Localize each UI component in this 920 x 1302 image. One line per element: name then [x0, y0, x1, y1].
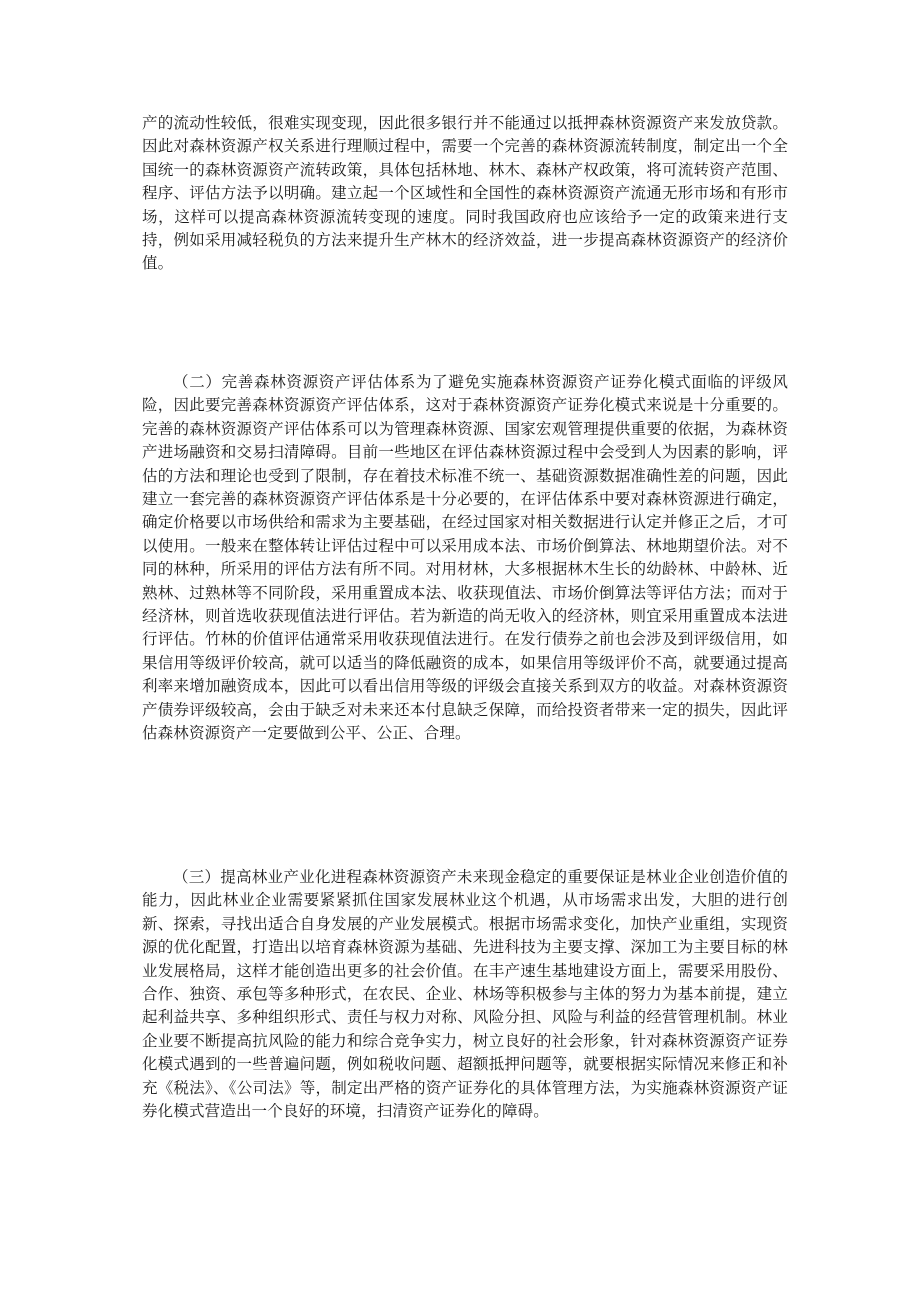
paragraph-continuation: 产的流动性较低，很难实现变现，因此很多银行并不能通过以抵押森林资源资产来发放贷款。因此对森林资源产权关系进行理顺过程中，需要一个完善的森林资源流转制度，制定出一个全国统一的森林资源资产流转政策，具体包括林地、林木、森林产权政策，将可流转资产范围、程序、评估方法予以明确。建立起一个区域性和全国性的森林资源资产流通无形市场和有形市场，这样可以提高森林资源流转变现的速度。同时我国政府也应该给予一定的政策来进行支持，例如采用减轻税负的方法来提升生产林木的经济效益，进一步提高森林资源资产的经济价值。 — [142, 114, 788, 273]
paragraph-section-3: （三）提高林业产业化进程森林资源资产未来现金稳定的重要保证是林业企业创造价值的能力，因此林业企业需要紧紧抓住国家发展林业这个机遇，从市场需求出发，大胆的进行创新、探索，寻找出适合自身发展的产业发展模式。根据市场需求变化，加快产业重组，实现资源的优化配置，打造出以培育森林资源为基础、先进科技为主要支撑、深加工为主要目标的林业发展格局，这样才能创造出更多的社会价值。在丰产速生基地建设方面上，需要采用股份、合作、独资、承包等多种形式，在农民、企业、林场等积极参与主体的努力为基本前提，建立起利益共享、多种组织形式、责任与权力对称、风险分担、风险与利益的经营管理机制。林业企业要不断提高抗风险的能力和综合竞争实力，树立良好的社会形象，针对森林资源资产证券化模式遇到的一些普遍问题，例如税收问题、超额抵押问题等，就要根据实际情况来修正和补充《税法》、《公司法》等，制定出严格的资产证券化的具体管理方法，为实施森林资源资产证券化模式营造出一个良好的环境，扫清资产证券化的障碍。 — [142, 868, 788, 1121]
paragraph-section-2: （二）完善森林资源资产评估体系为了避免实施森林资源资产证券化模式面临的评级风险，因此要完善森林资源资产评估体系，这对于森林资源资产证券化模式来说是十分重要的。完善的森林资源资产评估体系可以为管理森林资源、国家宏观管理提供重要的依据，为森林资产进场融资和交易扫清障碍。目前一些地区在评估森林资源过程中会受到人为因素的影响，评估的方法和理论也受到了限制，存在着技术标准不统一、基础资源数据准确性差的问题，因此建立一套完善的森林资源资产评估体系是十分必要的，在评估体系中要对森林资源进行确定，确定价格要以市场供给和需求为主要基础，在经过国家对相关数据进行认定并修正之后，才可以使用。一般来在整体转让评估过程中可以采用成本法、市场价倒算法、林地期望价法。对不同的林种，所采用的评估方法有所不同。对用材林，大多根据林木生长的幼龄林、中龄林、近熟林、过熟林等不同阶段，采用重置成本法、收获现值法、市场价倒算法等评估方法；而对于经济林，则首选收获现值法进行评估。若为新造的尚无收入的经济林，则宜采用重置成本法进行评估。竹林的价值评估通常采用收获现值法进行。在发行债券之前也会涉及到评级信用，如果信用等级评价较高，就可以适当的降低融资的成本，如果信用等级评价不高，就要通过提高利率来增加融资成本，因此可以看出信用等级的评级会直接关系到双方的收益。对森林资源资产债券评级较高，会由于缺乏对未来还本付息缺乏保障，而给投资者带来一定的损失，因此评估森林资源资产一定要做到公平、公正、合理。 — [142, 373, 788, 743]
